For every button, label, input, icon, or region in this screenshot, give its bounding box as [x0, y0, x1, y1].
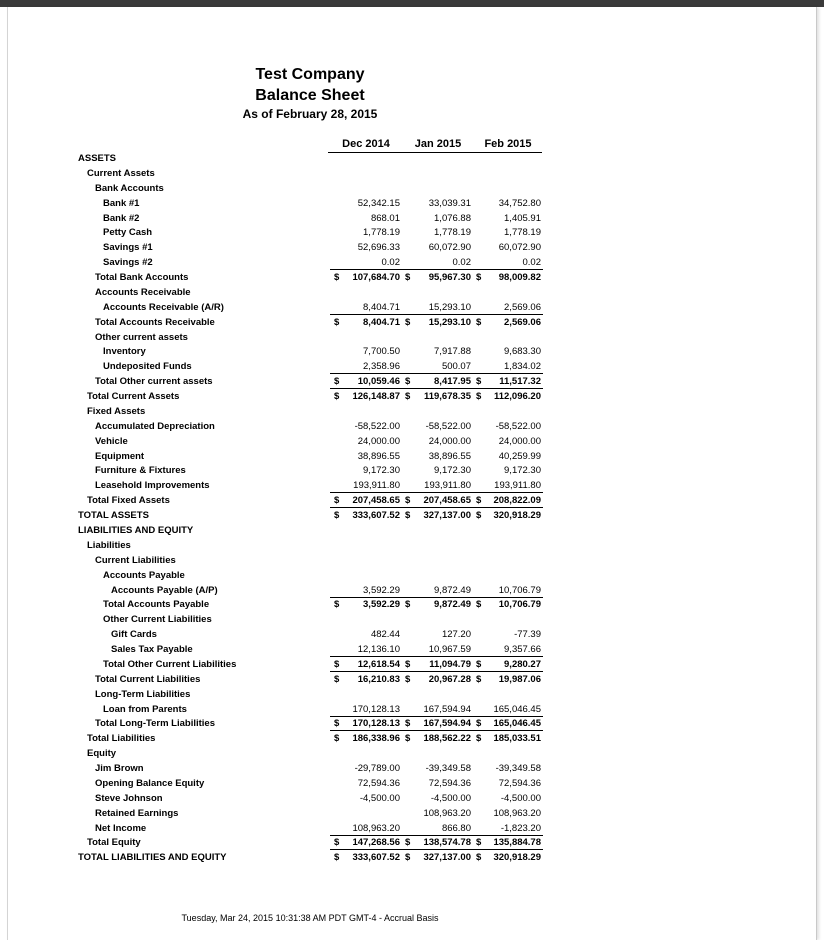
dollar-sign: $: [334, 272, 340, 284]
row-value: 1,076.88: [434, 212, 471, 224]
row-value: 11,094.79: [429, 658, 471, 670]
row-value: 10,706.79: [498, 599, 541, 611]
row-value: 15,293.10: [428, 316, 471, 328]
subtotal-rule: [473, 849, 543, 850]
row-value: 500.07: [441, 361, 471, 373]
subtotal-rule: [473, 597, 543, 598]
dollar-sign: $: [334, 510, 340, 522]
row-value: 2,569.06: [504, 316, 541, 328]
row-value: 3,592.29: [363, 584, 400, 596]
dollar-sign: $: [405, 673, 411, 685]
row-value: 38,896.55: [357, 450, 400, 462]
subtotal-rule: [330, 492, 402, 493]
subtotal-rule: [473, 835, 543, 836]
row-value: 108,963.20: [423, 807, 471, 819]
row-label: Bank #1: [103, 197, 140, 209]
row-value: 108,963.20: [493, 807, 541, 819]
subtotal-rule: [330, 373, 402, 374]
subtotal-rule: [473, 507, 543, 508]
row-value: 34,752.80: [498, 197, 541, 209]
row-value: -1,823.20: [500, 822, 541, 834]
row-value: -4,500.00: [500, 792, 541, 804]
row-value: 52,696.33: [357, 242, 400, 254]
row-value: -39,349.58: [425, 763, 471, 775]
row-value: -58,522.00: [354, 420, 400, 432]
row-label: LIABILITIES AND EQUITY: [78, 525, 194, 536]
row-value: 138,574.78: [423, 837, 471, 849]
subtotal-rule: [402, 716, 473, 717]
row-value: 60,072.90: [498, 242, 541, 254]
row-label: Total Liabilities: [87, 733, 156, 745]
subtotal-rule: [402, 656, 473, 657]
subtotal-rule: [473, 388, 543, 389]
row-value: 72,594.36: [498, 777, 541, 789]
row-value: 9,683.30: [504, 346, 541, 358]
row-value: 108,963.20: [352, 822, 400, 834]
row-label: Sales Tax Payable: [111, 644, 193, 656]
viewer-top-bar: [0, 0, 824, 7]
row-label: Bank Accounts: [95, 182, 164, 194]
row-value: 72,594.36: [357, 777, 400, 789]
subtotal-rule: [330, 849, 402, 850]
dollar-sign: $: [334, 599, 340, 611]
column-header-feb-2015: Feb 2015: [484, 138, 532, 150]
dollar-sign: $: [405, 510, 411, 522]
dollar-sign: $: [405, 272, 411, 284]
row-label: Accounts Receivable (A/R): [103, 301, 224, 313]
row-value: 135,884.78: [493, 837, 541, 849]
row-label: Jim Brown: [95, 763, 144, 775]
subtotal-rule: [402, 730, 473, 731]
row-value: 9,872.49: [434, 584, 471, 596]
row-value: 0.02: [522, 257, 541, 269]
row-value: 72,594.36: [428, 777, 471, 789]
dollar-sign: $: [334, 316, 340, 328]
row-label: Vehicle: [95, 435, 128, 447]
row-label: Accounts Payable (A/P): [111, 584, 218, 596]
column-header-rule: [328, 152, 542, 153]
row-value: 12,618.54: [357, 658, 400, 670]
row-label: Accumulated Depreciation: [95, 420, 215, 432]
dollar-sign: $: [334, 391, 340, 403]
row-value: 9,172.30: [504, 465, 541, 477]
row-label: Loan from Parents: [103, 703, 187, 715]
row-value: 207,458.65: [423, 495, 471, 507]
row-label: Other current assets: [95, 331, 188, 343]
dollar-sign: $: [405, 852, 411, 864]
subtotal-rule: [330, 314, 402, 315]
row-value: 24,000.00: [498, 435, 541, 447]
dollar-sign: $: [476, 391, 482, 403]
row-value: -77.39: [514, 629, 541, 641]
subtotal-rule: [402, 269, 473, 270]
row-value: 185,033.51: [493, 733, 541, 745]
row-label: Total Bank Accounts: [95, 272, 189, 284]
row-value: 1,778.19: [504, 227, 541, 239]
dollar-sign: $: [476, 376, 482, 388]
row-label: Total Current Assets: [87, 391, 180, 403]
row-value: 186,338.96: [352, 733, 400, 745]
row-label: Net Income: [95, 822, 147, 834]
row-label: Total Long-Term Liabilities: [95, 718, 215, 730]
row-value: 16,210.83: [357, 673, 400, 685]
row-value: 98,009.82: [498, 272, 541, 284]
row-label: TOTAL ASSETS: [78, 510, 149, 522]
subtotal-rule: [473, 269, 543, 270]
row-value: 9,872.49: [434, 599, 471, 611]
row-value: 1,778.19: [363, 227, 400, 239]
row-label: Savings #2: [103, 257, 153, 269]
row-label: Accounts Receivable: [95, 286, 191, 298]
dollar-sign: $: [476, 673, 482, 685]
row-label: Opening Balance Equity: [95, 777, 205, 789]
subtotal-rule: [330, 716, 402, 717]
row-value: 95,967.30: [428, 272, 471, 284]
row-label: Total Accounts Payable: [103, 599, 210, 611]
subtotal-rule: [402, 835, 473, 836]
dollar-sign: $: [405, 733, 411, 745]
row-value: 208,822.09: [493, 495, 541, 507]
subtotal-rule: [473, 373, 543, 374]
row-label: Long-Term Liabilities: [95, 688, 191, 700]
dollar-sign: $: [334, 673, 340, 685]
dollar-sign: $: [476, 599, 482, 611]
row-value: 2,358.96: [363, 361, 400, 373]
row-value: 327,137.00: [423, 510, 471, 522]
row-label: Steve Johnson: [95, 792, 163, 804]
row-label: Total Current Liabilities: [95, 673, 201, 685]
row-value: 193,911.80: [353, 480, 400, 492]
row-value: 866.80: [441, 822, 471, 834]
row-value: -29,789.00: [354, 763, 400, 775]
row-value: 107,684.70: [352, 272, 400, 284]
row-value: 0.02: [381, 257, 400, 269]
row-value: 126,148.87: [352, 391, 400, 403]
subtotal-rule: [402, 597, 473, 598]
subtotal-rule: [473, 656, 543, 657]
subtotal-rule: [330, 597, 402, 598]
dollar-sign: $: [476, 495, 482, 507]
dollar-sign: $: [334, 733, 340, 745]
row-value: 333,607.52: [352, 510, 400, 522]
dollar-sign: $: [476, 837, 482, 849]
dollar-sign: $: [405, 837, 411, 849]
dollar-sign: $: [476, 658, 482, 670]
subtotal-rule: [402, 388, 473, 389]
row-label: Total Fixed Assets: [87, 495, 170, 507]
row-value: 193,911.80: [424, 480, 471, 492]
row-value: 9,280.27: [504, 658, 541, 670]
row-value: 193,911.80: [494, 480, 541, 492]
column-header-dec-2014: Dec 2014: [342, 138, 390, 150]
subtotal-rule: [473, 492, 543, 493]
row-value: 119,678.35: [423, 391, 471, 403]
row-value: 9,357.66: [504, 644, 541, 656]
row-label: ASSETS: [78, 153, 117, 164]
row-value: 8,404.71: [363, 301, 400, 313]
row-label: Equity: [87, 748, 117, 760]
row-value: 11,517.32: [499, 376, 541, 388]
row-label: Current Assets: [87, 167, 155, 179]
row-label: Bank #2: [103, 212, 140, 224]
row-value: 3,592.29: [363, 599, 400, 611]
row-value: 112,096.20: [493, 391, 541, 403]
row-label: Total Other current assets: [95, 376, 213, 388]
row-value: 60,072.90: [428, 242, 471, 254]
row-value: 1,834.02: [504, 361, 541, 373]
row-value: 170,128.13: [352, 703, 400, 715]
row-value: 15,293.10: [428, 301, 471, 313]
row-value: 24,000.00: [357, 435, 400, 447]
row-value: 38,896.55: [428, 450, 471, 462]
row-label: Total Equity: [87, 837, 141, 849]
row-value: 1,778.19: [434, 227, 471, 239]
row-value: 52,342.15: [357, 197, 400, 209]
dollar-sign: $: [405, 316, 411, 328]
dollar-sign: $: [334, 376, 340, 388]
dollar-sign: $: [334, 658, 340, 670]
row-value: 868.01: [370, 212, 400, 224]
row-label: TOTAL LIABILITIES AND EQUITY: [78, 852, 227, 864]
report-title: Balance Sheet: [255, 87, 365, 104]
row-label: Total Accounts Receivable: [95, 316, 215, 328]
row-label: Fixed Assets: [87, 405, 146, 417]
subtotal-rule: [473, 314, 543, 315]
row-label: Leasehold Improvements: [95, 480, 210, 492]
row-value: 0.02: [452, 257, 471, 269]
row-value: 7,917.88: [434, 346, 471, 358]
row-value: 10,059.46: [357, 376, 400, 388]
dollar-sign: $: [476, 316, 482, 328]
row-value: -4,500.00: [359, 792, 400, 804]
row-value: 19,987.06: [498, 673, 541, 685]
dollar-sign: $: [476, 852, 482, 864]
dollar-sign: $: [405, 376, 411, 388]
row-value: 8,417.95: [434, 376, 471, 388]
row-value: 20,967.28: [428, 673, 471, 685]
dollar-sign: $: [334, 495, 340, 507]
row-value: 207,458.65: [352, 495, 400, 507]
subtotal-rule: [473, 716, 543, 717]
subtotal-rule: [402, 314, 473, 315]
subtotal-rule: [330, 507, 402, 508]
row-label: Savings #1: [103, 242, 153, 254]
row-value: -58,522.00: [425, 420, 471, 432]
row-label: Retained Earnings: [95, 807, 179, 819]
row-value: 8,404.71: [363, 316, 400, 328]
dollar-sign: $: [476, 733, 482, 745]
row-value: 167,594.94: [423, 718, 471, 730]
row-label: Inventory: [103, 346, 146, 358]
row-value: 12,136.10: [357, 644, 400, 656]
row-value: 165,046.45: [493, 718, 541, 730]
row-label: Current Liabilities: [95, 554, 176, 566]
company-name: Test Company: [255, 66, 365, 83]
row-value: 147,268.56: [352, 837, 400, 849]
row-value: 10,706.79: [498, 584, 541, 596]
dollar-sign: $: [405, 658, 411, 670]
row-label: Undeposited Funds: [103, 361, 192, 373]
subtotal-rule: [402, 849, 473, 850]
row-value: 9,172.30: [363, 465, 400, 477]
row-value: 9,172.30: [434, 465, 471, 477]
subtotal-rule: [402, 671, 473, 672]
subtotal-rule: [330, 835, 402, 836]
row-value: -58,522.00: [495, 420, 541, 432]
row-label: Gift Cards: [111, 629, 157, 641]
dollar-sign: $: [476, 718, 482, 730]
subtotal-rule: [402, 507, 473, 508]
row-value: 320,918.29: [493, 852, 541, 864]
row-value: 2,569.06: [504, 301, 541, 313]
row-value: 1,405.91: [504, 212, 541, 224]
row-value: 327,137.00: [423, 852, 471, 864]
row-label: Liabilities: [87, 539, 131, 551]
row-value: 333,607.52: [352, 852, 400, 864]
dollar-sign: $: [405, 599, 411, 611]
row-value: -4,500.00: [430, 792, 471, 804]
row-value: 127.20: [441, 629, 471, 641]
row-value: 167,594.94: [423, 703, 471, 715]
row-label: Furniture & Fixtures: [95, 465, 186, 477]
report-date: As of February 28, 2015: [242, 107, 378, 121]
subtotal-rule: [473, 730, 543, 731]
row-value: 33,039.31: [428, 197, 471, 209]
subtotal-rule: [330, 388, 402, 389]
row-value: -39,349.58: [495, 763, 541, 775]
row-label: Equipment: [95, 450, 145, 462]
dollar-sign: $: [334, 852, 340, 864]
row-value: 482.44: [370, 629, 400, 641]
dollar-sign: $: [405, 718, 411, 730]
subtotal-rule: [330, 269, 402, 270]
subtotal-rule: [330, 656, 402, 657]
row-label: Other Current Liabilities: [103, 614, 212, 626]
row-value: 188,562.22: [423, 733, 471, 745]
row-value: 320,918.29: [493, 510, 541, 522]
subtotal-rule: [402, 373, 473, 374]
subtotal-rule: [473, 671, 543, 672]
dollar-sign: $: [476, 510, 482, 522]
row-label: Total Other Current Liabilities: [103, 658, 237, 670]
row-value: 10,967.59: [428, 644, 471, 656]
subtotal-rule: [330, 671, 402, 672]
dollar-sign: $: [405, 391, 411, 403]
dollar-sign: $: [405, 495, 411, 507]
row-label: Petty Cash: [103, 227, 153, 239]
row-value: 24,000.00: [428, 435, 471, 447]
subtotal-rule: [402, 492, 473, 493]
row-value: 165,046.45: [493, 703, 541, 715]
report-footer: Tuesday, Mar 24, 2015 10:31:38 AM PDT GMT-4 - Accrual Basis: [181, 913, 439, 923]
subtotal-rule: [330, 730, 402, 731]
row-value: 40,259.99: [498, 450, 541, 462]
row-value: 170,128.13: [352, 718, 400, 730]
row-value: 7,700.50: [363, 346, 400, 358]
dollar-sign: $: [334, 718, 340, 730]
column-header-jan-2015: Jan 2015: [414, 138, 462, 150]
dollar-sign: $: [334, 837, 340, 849]
row-label: Accounts Payable: [103, 569, 185, 581]
dollar-sign: $: [476, 272, 482, 284]
